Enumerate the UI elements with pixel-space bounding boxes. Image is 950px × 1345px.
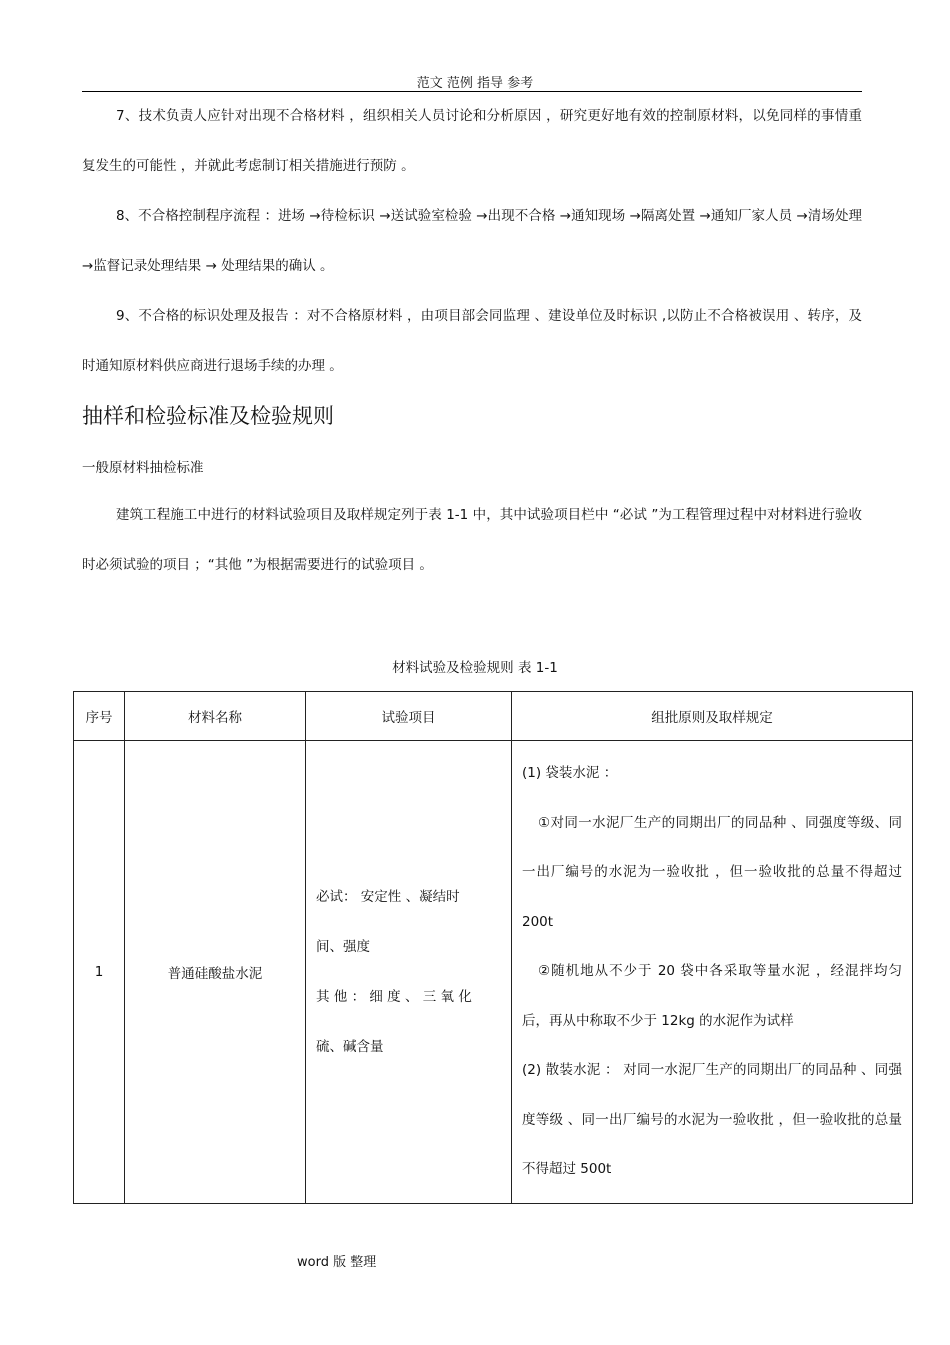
page-header: 范文 范例 指导 参考	[416, 76, 534, 91]
row-tests	[306, 741, 512, 1204]
header-tests: 试验项目	[306, 692, 512, 741]
body-paragraphs	[82, 91, 862, 391]
table-row	[74, 741, 913, 1204]
rule-item: (2) 散装水泥 ： 对同一水泥厂生产的同期出厂的同品种 、同强度等级 、同一出厂编号的水泥为一验收批 ，但一验收批的总量不得超过 500t	[522, 1062, 902, 1177]
intro-paragraph: 建筑工程施工中进行的材料试验项目及取样规定列于表 1-1 中，其中试验项目栏中 “必试 ”为工程管理过程中对材料进行验收时必须试验的项目 ；“其他 ”为根据需要进行的试验项目 。	[82, 507, 862, 573]
materials-table	[73, 691, 913, 1204]
row-no: 1	[74, 741, 125, 1204]
intro-block	[82, 490, 862, 590]
row-rules	[512, 741, 913, 1204]
page-footer: word 版 整理	[297, 1255, 377, 1270]
paragraph-8: 8、不合格控制程序流程 ：进场 →待检标识 →送试验室检验 →出现不合格 →通知现场 →隔离处置 →通知厂家人员 →清场处理 →监督记录处理结果 → 处理结果的确认 。	[82, 208, 862, 274]
subsection-title: 一般原材料抽检标准	[82, 460, 204, 476]
rule-item: ①对同一水泥厂生产的同期出厂的同品种 、同强度等级、同一出厂编号的水泥为一验收批 ，但一验收批的总量不得超过 200t	[522, 814, 902, 930]
table-header-row	[74, 692, 913, 741]
header-material: 材料名称	[125, 692, 306, 741]
header-rules: 组批原则及取样规定	[512, 692, 913, 741]
section-heading: 抽样和检验标准及检验规则	[82, 404, 334, 428]
tests-line: 其 他 ： 细 度 、 三 氧 化	[316, 988, 472, 1005]
rule-item: (1) 袋装水泥 ：	[522, 765, 618, 781]
tests-line: 间、强度	[316, 938, 370, 955]
row-material-name: 普通硅酸盐水泥	[125, 741, 306, 1204]
paragraph-7: 7、技术负责人应针对出现不合格材料 ，组织相关人员讨论和分析原因 ，研究更好地有效的控制原材料，以免同样的事情重复发生的可能性 ，并就此考虑制订相关措施进行预防 。	[82, 108, 862, 174]
tests-line: 必试： 安定性 、凝结时	[316, 888, 460, 905]
rule-item: ②随机地从不少于 20 袋中各采取等量水泥 ，经混拌均匀后，再从中称取不少于 12kg 的水泥作为试样	[522, 963, 902, 1029]
paragraph-9: 9、不合格的标识处理及报告 ：对不合格原材料 ，由项目部会同监理 、建设单位及时标识 ,以防止不合格被误用 、转序，及时通知原材料供应商进行退场手续的办理 。	[82, 308, 862, 374]
header-no: 序号	[74, 692, 125, 741]
table-caption: 材料试验及检验规则 表 1-1	[392, 660, 558, 676]
tests-line: 硫、碱含量	[316, 1038, 384, 1055]
